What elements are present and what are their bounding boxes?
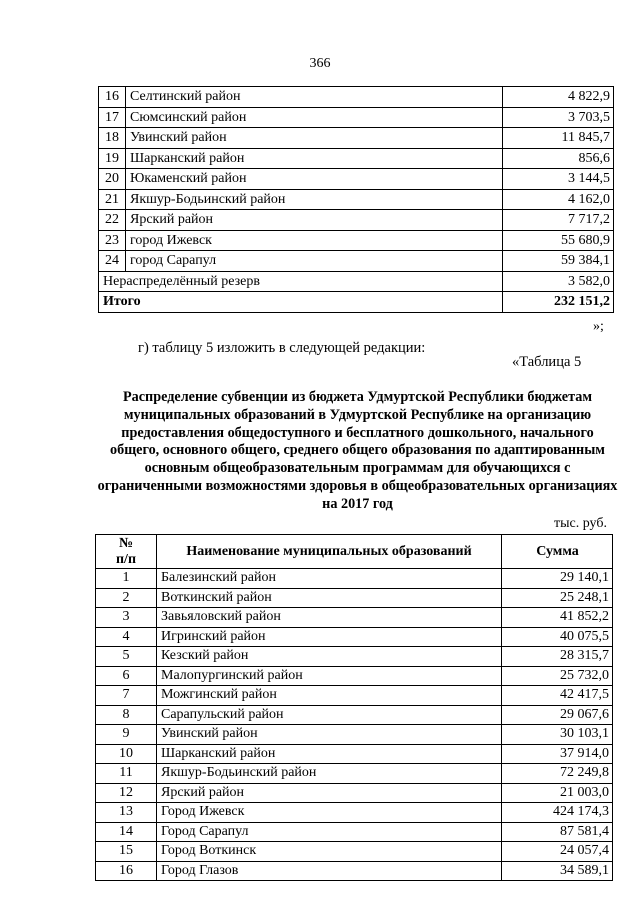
row-name: Якшур-Бодьинский район (126, 189, 503, 210)
row-name: Воткинский район (157, 588, 502, 608)
table-row (99, 169, 614, 190)
row-sum: 30 103,1 (502, 725, 613, 745)
row-name: Селтинский район (126, 87, 503, 108)
header-name: Наименование муниципальных образований (157, 535, 502, 569)
row-sum: 55 680,9 (503, 230, 614, 251)
table-heading: Распределение субвенции из бюджета Удмуртской Республики бюджетам муниципальных образований в Удмуртской Республике на организацию предоставления общедоступного и бесплатного дошкольного, начального общего, основного общего, среднего общего образования по адаптированным основным общеобразовательным программам для обучающихся с ограниченными возможностями здоровья в общеобразовательных организациях на 2017 год (97, 389, 618, 512)
table-caption: «Таблица 5 (512, 354, 582, 370)
row-name: Ярский район (157, 783, 502, 803)
subsidy-table-continued (98, 86, 614, 313)
row-sum: 87 581,4 (502, 822, 613, 842)
table-row (96, 783, 613, 803)
row-number: 24 (99, 251, 126, 272)
total-label: Итого (99, 292, 503, 313)
row-name: Шарканский район (157, 744, 502, 764)
row-number: 8 (96, 705, 157, 725)
amendment-instruction: г) таблицу 5 изложить в следующей редакции: (138, 340, 426, 356)
table-row (96, 686, 613, 706)
row-sum: 21 003,0 (502, 783, 613, 803)
row-number: 16 (99, 87, 126, 108)
row-sum: 29 140,1 (502, 569, 613, 589)
row-sum: 856,6 (503, 148, 614, 169)
row-name: Увинский район (126, 128, 503, 149)
row-sum: 7 717,2 (503, 210, 614, 231)
table-row (96, 608, 613, 628)
row-sum: 4 822,9 (503, 87, 614, 108)
table-row (96, 666, 613, 686)
row-sum: 25 248,1 (502, 588, 613, 608)
row-sum: 24 057,4 (502, 842, 613, 862)
row-name: Ярский район (126, 210, 503, 231)
row-sum: 34 589,1 (502, 861, 613, 881)
table-row (99, 107, 614, 128)
row-number: 15 (96, 842, 157, 862)
row-number: 5 (96, 647, 157, 667)
table-row (96, 842, 613, 862)
table-row (99, 251, 614, 272)
row-sum: 3 144,5 (503, 169, 614, 190)
table-row (99, 189, 614, 210)
row-sum: 42 417,5 (502, 686, 613, 706)
row-number: 17 (99, 107, 126, 128)
header-number-text: № п/п (115, 535, 137, 567)
row-name: Юкаменский район (126, 169, 503, 190)
row-number: 9 (96, 725, 157, 745)
row-number: 16 (96, 861, 157, 881)
row-name: Шарканский район (126, 148, 503, 169)
row-name: Сарапульский район (157, 705, 502, 725)
row-number: 20 (99, 169, 126, 190)
row-name: город Сарапул (126, 251, 503, 272)
row-number: 23 (99, 230, 126, 251)
row-name: Город Воткинск (157, 842, 502, 862)
row-number: 4 (96, 627, 157, 647)
header-sum: Сумма (502, 535, 613, 569)
row-number: 2 (96, 588, 157, 608)
row-sum: 25 732,0 (502, 666, 613, 686)
row-number: 10 (96, 744, 157, 764)
row-number: 19 (99, 148, 126, 169)
row-sum: 41 852,2 (502, 608, 613, 628)
row-name: Балезинский район (157, 569, 502, 589)
row-sum: 4 162,0 (503, 189, 614, 210)
table-row (96, 861, 613, 881)
subvention-distribution-table (95, 534, 613, 881)
row-sum: 424 174,3 (502, 803, 613, 823)
table-row (96, 588, 613, 608)
row-name: Увинский район (157, 725, 502, 745)
row-name: Город Сарапул (157, 822, 502, 842)
table-row (96, 764, 613, 784)
reserve-sum: 3 582,0 (503, 271, 614, 292)
total-row (99, 292, 614, 313)
row-sum: 37 914,0 (502, 744, 613, 764)
units-label: тыс. руб. (554, 516, 607, 531)
row-sum: 59 384,1 (503, 251, 614, 272)
row-sum: 40 075,5 (502, 627, 613, 647)
table-row (99, 210, 614, 231)
row-name: Завьяловский район (157, 608, 502, 628)
total-sum: 232 151,2 (503, 292, 614, 313)
row-name: Кезский район (157, 647, 502, 667)
row-number: 11 (96, 764, 157, 784)
row-sum: 29 067,6 (502, 705, 613, 725)
reserve-label: Нераспределённый резерв (99, 271, 503, 292)
row-name: Город Глазов (157, 861, 502, 881)
table-row (96, 803, 613, 823)
table-row (99, 230, 614, 251)
row-sum: 28 315,7 (502, 647, 613, 667)
table-row (96, 627, 613, 647)
table-row (96, 822, 613, 842)
row-name: Малопургинский район (157, 666, 502, 686)
table-row (99, 87, 614, 108)
row-sum: 72 249,8 (502, 764, 613, 784)
table-row (96, 705, 613, 725)
row-number: 14 (96, 822, 157, 842)
row-number: 3 (96, 608, 157, 628)
table-row (96, 725, 613, 745)
row-number: 22 (99, 210, 126, 231)
row-name: Можгинский район (157, 686, 502, 706)
row-number: 7 (96, 686, 157, 706)
row-number: 18 (99, 128, 126, 149)
row-name: город Ижевск (126, 230, 503, 251)
table1-body (99, 87, 614, 313)
closing-quote: »; (593, 319, 604, 334)
row-number: 12 (96, 783, 157, 803)
row-number: 1 (96, 569, 157, 589)
row-name: Игринский район (157, 627, 502, 647)
table-row (99, 148, 614, 169)
page-number: 366 (309, 56, 331, 71)
reserve-row (99, 271, 614, 292)
row-sum: 11 845,7 (503, 128, 614, 149)
row-number: 6 (96, 666, 157, 686)
row-name: Город Ижевск (157, 803, 502, 823)
row-name: Якшур-Бодьинский район (157, 764, 502, 784)
table-row (96, 569, 613, 589)
table-row (99, 128, 614, 149)
row-number: 13 (96, 803, 157, 823)
row-sum: 3 703,5 (503, 107, 614, 128)
header-number (96, 535, 157, 569)
table-row (96, 744, 613, 764)
table2-body (96, 569, 613, 881)
row-number: 21 (99, 189, 126, 210)
table2-header-row (96, 535, 613, 569)
table-row (96, 647, 613, 667)
row-name: Сюмсинский район (126, 107, 503, 128)
